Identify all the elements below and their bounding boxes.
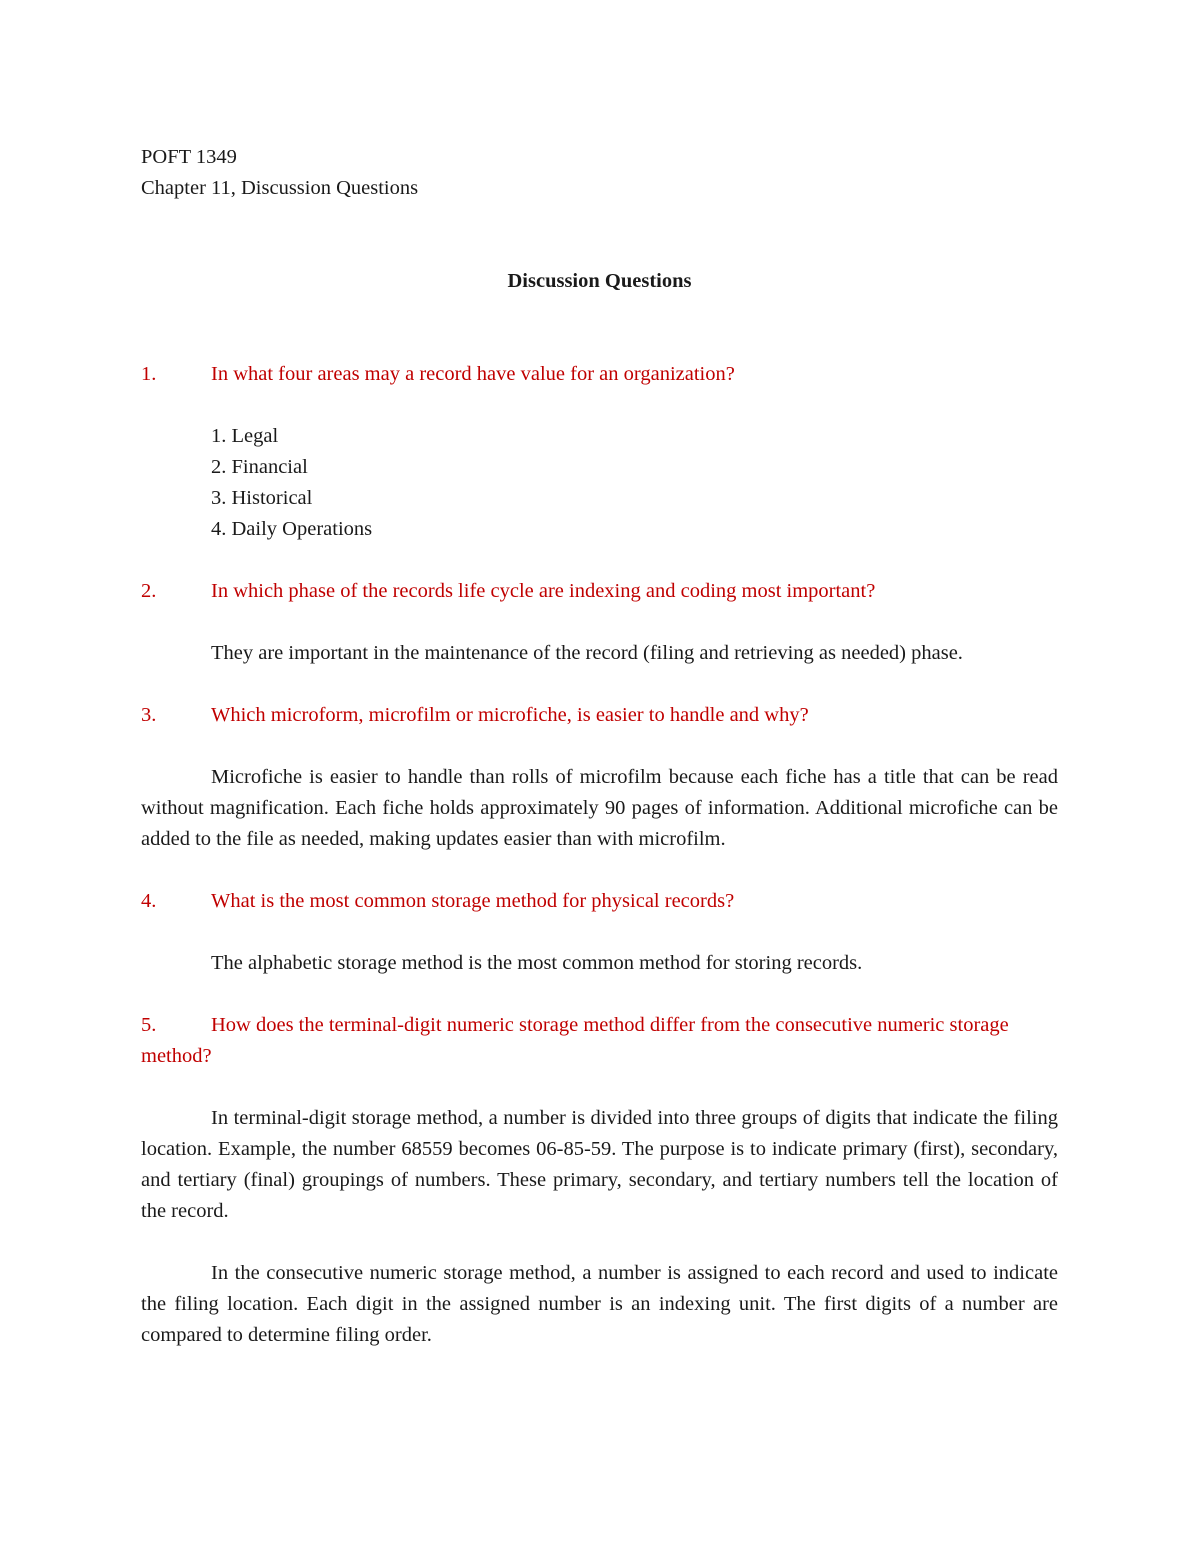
answer-list-1 [141,421,1058,545]
list-item: 2. Financial [211,456,308,478]
list-item: 4. Daily Operations [211,518,373,540]
document-title: Discussion Questions [507,270,692,292]
question-4 [141,886,1058,917]
document-content [141,142,1058,1351]
question-text: What is the most common storage method for physical records? [211,890,735,912]
answer-paragraph: In terminal-digit storage method, a number is divided into three groups of digits that indicate the filing location. Example, the number 68559 becomes 06-85-59. The purpose is to indicate primary (first), secondary, and tertiary (final) groupings of numbers. These primary, secondary, and tertiary numbers tell the location of the record. [141,1107,1058,1222]
question-1 [141,359,1058,390]
answer-paragraph: The alphabetic storage method is the most common method for storing records. [211,952,863,974]
question-number: 4. [141,890,157,912]
question-2 [141,576,1058,607]
question-3 [141,700,1058,731]
answer-paragraph: In the consecutive numeric storage method, a number is assigned to each record and used to indicate the filing location. Each digit in the assigned number is an indexing unit. The first digits of a number are compared to determine filing order. [141,1262,1058,1346]
answer-paragraph: Microfiche is easier to handle than rolls of microfilm because each fiche has a title that can be read without magnification. Each fiche holds approximately 90 pages of information. Additional microfiche can be added to the file as needed, making updates easier than with microfilm. [141,766,1058,850]
question-number: 1. [141,363,157,385]
question-text: In what four areas may a record have value for an organization? [211,363,735,385]
question-number: 2. [141,580,157,602]
question-text: Which microform, microfilm or microfiche, is easier to handle and why? [211,704,809,726]
question-text: How does the terminal-digit numeric storage method differ from the consecutive numeric storage method? [141,1014,1009,1067]
list-item: 3. Historical [211,487,313,509]
answer-paragraph: They are important in the maintenance of the record (filing and retrieving as needed) phase. [211,642,963,664]
chapter-subtitle: Chapter 11, Discussion Questions [141,177,419,199]
course-code: POFT 1349 [141,146,237,168]
question-5 [141,1010,1058,1072]
question-text: In which phase of the records life cycle are indexing and coding most important? [211,580,876,602]
list-item: 1. Legal [211,425,279,447]
question-number: 5. [141,1014,157,1036]
question-number: 3. [141,704,157,726]
